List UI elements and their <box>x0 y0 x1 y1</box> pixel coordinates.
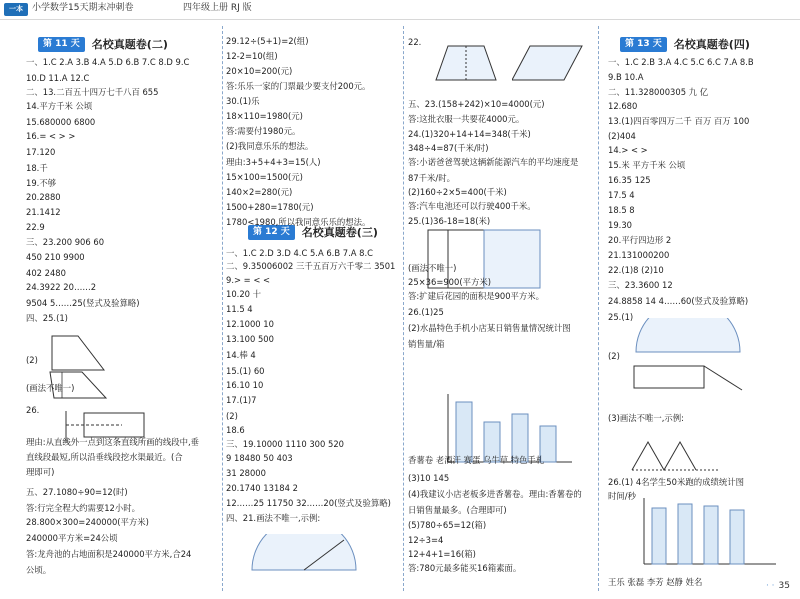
parallelogram-fig-22b <box>512 38 592 89</box>
answer-line: (2) <box>608 351 620 361</box>
answer-line: 17.5 4 <box>608 190 635 200</box>
answer-line: 一、1.C 2.D 3.D 4.C 5.A 6.B 7.A 8.C <box>226 248 373 258</box>
answer-line: 13.100 500 <box>226 334 274 344</box>
answer-line: 16.= < > > <box>26 131 76 141</box>
answer-line: 16.35 125 <box>608 175 651 185</box>
answer-line: 9504 5……25(竖式及验算略) <box>26 298 140 308</box>
answer-line: 9.B 10.A <box>608 72 644 82</box>
answer-line: 一、1.C 2.A 3.B 4.A 5.D 6.B 7.C 8.D 9.C <box>26 57 190 67</box>
answer-line: 14.棒 4 <box>226 350 256 360</box>
answer-line: 10.20 十 <box>226 289 262 299</box>
answer-line: 1780<1980,所以我同意乐乐的想法。 <box>226 217 371 227</box>
answer-line: 26. <box>26 405 40 415</box>
answer-line: 12.680 <box>608 101 638 111</box>
answer-line: 直线段最短,所以沿垂线段挖水渠最近。(合 <box>26 452 183 462</box>
answer-line: 11.5 4 <box>226 304 253 314</box>
answer-line: (5)780÷65=12(箱) <box>408 520 487 530</box>
answer-line: 日销售量最多。(合理即可) <box>408 505 507 515</box>
answer-line: 五、27.1080÷90=12(时) <box>26 487 128 497</box>
answer-line: (4)我建议小店老板多进香薯卷。理由:香薯卷的 <box>408 489 582 499</box>
answer-line: 13.(1)四百零四万二千 百万 百万 100 <box>608 116 750 126</box>
column-1 <box>26 22 220 582</box>
answer-line: 21.1412 <box>26 207 61 217</box>
answer-line: 王乐 张磊 李芳 赵静 姓名 <box>608 577 703 587</box>
answer-line: 一、1.C 2.B 3.A 4.C 5.C 6.C 7.A 8.B <box>608 57 754 67</box>
answer-line: (2) <box>26 355 38 365</box>
answer-line: (画法不唯一) <box>408 263 457 273</box>
answer-line: 理由:3+5+4+3=15(人) <box>226 157 321 167</box>
answer-line: 答:780元最多能买16箱素面。 <box>408 563 522 573</box>
answer-line: 348÷4=87(千米/时) <box>408 143 489 153</box>
answer-line: 答:汽车电池还可以行驶400千米。 <box>408 201 536 211</box>
answer-line: (2)160÷2×5=400(千米) <box>408 187 507 197</box>
run-bar-chart <box>630 496 780 577</box>
answer-line: 140×2=280(元) <box>226 187 293 197</box>
page-number-value: 35 <box>778 581 790 591</box>
answer-line: (3)画法不唯一,示例: <box>608 413 684 423</box>
answer-line: 29.12÷(5+1)=2(组) <box>226 36 309 46</box>
answer-line: 理即可) <box>26 467 55 477</box>
answer-line: 理由:从直线外一点到这条直线所画的线段中,垂 <box>26 437 199 447</box>
answer-line: (2)404 <box>608 131 636 141</box>
answer-line: 三、23.200 906 60 <box>26 237 105 247</box>
answer-line: (2)水晶特色手机小店某日销售量情况统计图 <box>408 323 571 333</box>
answer-line: 15.米 平方千米 公顷 <box>608 160 686 170</box>
answer-line: 14.平方千米 公顷 <box>26 101 93 111</box>
answer-line: 22. <box>408 37 422 47</box>
answer-line: 答:行完全程大约需要12小时。 <box>26 503 140 513</box>
answer-line: 18.6 <box>226 425 245 435</box>
answer-line: 12.1000 10 <box>226 319 274 329</box>
answer-line: 18×110=1980(元) <box>226 111 303 121</box>
answer-line: 19.不够 <box>26 178 57 188</box>
answer-line: (2)我同意乐乐的想法。 <box>226 141 314 151</box>
answer-line: 20×10=200(元) <box>226 66 293 76</box>
answer-line: 12-2=10(组) <box>226 51 278 61</box>
column-divider <box>598 26 599 591</box>
answer-line: 24.3922 20……2 <box>26 282 97 292</box>
protractor-figure-2 <box>628 318 748 355</box>
answer-line: 15.(1) 60 <box>226 366 265 376</box>
day-tag: 第 11 天 <box>38 37 85 52</box>
answer-line: 18.5 8 <box>608 205 635 215</box>
column-2 <box>226 22 406 582</box>
page-dots: · · <box>765 581 775 591</box>
answer-line: 15.680000 6800 <box>26 117 96 127</box>
answer-line: 答:扩建后花园的面积是900平方米。 <box>408 291 545 301</box>
page-number <box>766 582 790 591</box>
answer-line: 24.8858 14 4……60(竖式及验算略) <box>608 296 749 306</box>
answer-line: (2) <box>226 411 238 421</box>
section-header <box>620 36 750 52</box>
answer-line: 17.120 <box>26 147 56 157</box>
answer-line: 22.(1)8 (2)10 <box>608 265 664 275</box>
section-title: 名校真题卷(三) <box>301 225 378 239</box>
day-tag: 第 13 天 <box>620 37 667 52</box>
answer-line: (3)10 145 <box>408 473 450 483</box>
section-title: 名校真题卷(四) <box>673 37 750 51</box>
answer-line: 16.10 10 <box>226 380 264 390</box>
answer-line: 25×36=900(平方米) <box>408 277 491 287</box>
road-figure <box>632 360 752 395</box>
answer-line: 19.30 <box>608 220 632 230</box>
answer-line: 450 210 9900 <box>26 252 85 262</box>
answer-line: 三、19.10000 1110 300 520 <box>226 439 344 449</box>
answer-line: 28.800×300=240000(平方米) <box>26 517 149 527</box>
answer-line: (画法不唯一) <box>26 383 75 393</box>
answer-line: 12+4+1=16(箱) <box>408 549 476 559</box>
answer-line: 公顷。 <box>26 565 52 575</box>
answer-line: 答:需要付1980元。 <box>226 126 301 136</box>
answer-line: 25.(1)36-18=18(米) <box>408 216 491 226</box>
answer-line: 二、13.二百五十四万七千八百 655 <box>26 87 159 97</box>
answer-line: 答:乐乐一家的门票最少要支付200元。 <box>226 81 371 91</box>
answer-line: 26.(1) 4名学生50米跑的成绩统计图 <box>608 477 744 487</box>
answer-line: 香薯卷 老酒汗 赛蛋 乌牛草 特色手札 <box>408 455 545 465</box>
answer-line: 五、23.(158+242)×10=4000(元) <box>408 99 545 109</box>
answer-line: 17.(1)7 <box>226 395 257 405</box>
answer-line: 四、21.画法不唯一,示例: <box>226 513 321 523</box>
answer-line: 答:龙舟池的占地面积是240000平方米,合24 <box>26 549 192 559</box>
answer-line: 四、25.(1) <box>26 313 68 323</box>
answer-line: 25.(1) <box>608 312 634 322</box>
grade-label: 四年级上册 RJ 版 <box>183 3 252 13</box>
answer-line: 24.(1)320+14+14=348(千米) <box>408 129 531 139</box>
answer-line: 二、9.35006002 三千五百万六千零二 3501 <box>226 261 396 271</box>
answer-line: 三、23.3600 12 <box>608 280 673 290</box>
answer-line: 22.9 <box>26 222 45 232</box>
answer-line: 87千米/时。 <box>408 173 455 183</box>
answer-line: 14.> < > <box>608 145 648 155</box>
column-divider <box>222 26 223 591</box>
answer-line: 20.2880 <box>26 192 61 202</box>
answer-line: 30.(1)乐 <box>226 96 260 106</box>
column-4 <box>608 22 796 587</box>
brand-logo: 一本 <box>4 3 28 16</box>
day-tag: 第 12 天 <box>248 225 295 240</box>
answer-line: 二、11.328000305 九 亿 <box>608 87 709 97</box>
answer-line: 9 18480 50 403 <box>226 453 293 463</box>
answer-line: 销售量/箱 <box>408 339 445 349</box>
answer-line: 12……25 11750 32……20(竖式及验算略) <box>226 498 391 508</box>
answer-line: 21.131000200 <box>608 250 670 260</box>
answer-line: 402 2480 <box>26 268 66 278</box>
header <box>0 0 800 20</box>
book-title: 小学数学15天期末冲刺卷 <box>32 3 134 13</box>
answer-line: 12÷3=4 <box>408 535 444 545</box>
answer-line: 1500+280=1780(元) <box>226 202 314 212</box>
answer-line: 26.(1)25 <box>408 307 444 317</box>
column-3 <box>408 22 596 582</box>
answer-line: 31 28000 <box>226 468 266 478</box>
answer-line: 答:这批衣服一共要花4000元。 <box>408 114 525 124</box>
answer-line: 时间/秒 <box>608 491 636 501</box>
answer-line: 15×100=1500(元) <box>226 172 303 182</box>
answer-line: 9.> = < < <box>226 275 271 285</box>
answer-line: 答:小诺爸爸驾驶这辆新能源汽车的平均速度是 <box>408 157 579 167</box>
protractor-figure <box>244 534 364 575</box>
drawing-figure <box>628 436 748 475</box>
section-header <box>38 36 168 52</box>
answer-line: 10.D 11.A 12.C <box>26 73 90 83</box>
answer-line: 20.1740 13184 2 <box>226 483 298 493</box>
trapezoid-fig-22a <box>426 38 506 89</box>
answer-line: 240000平方米=24公顷 <box>26 533 118 543</box>
section-title: 名校真题卷(二) <box>91 37 168 51</box>
answer-line: 18.千 <box>26 163 48 173</box>
answer-line: 20.平行四边形 2 <box>608 235 672 245</box>
